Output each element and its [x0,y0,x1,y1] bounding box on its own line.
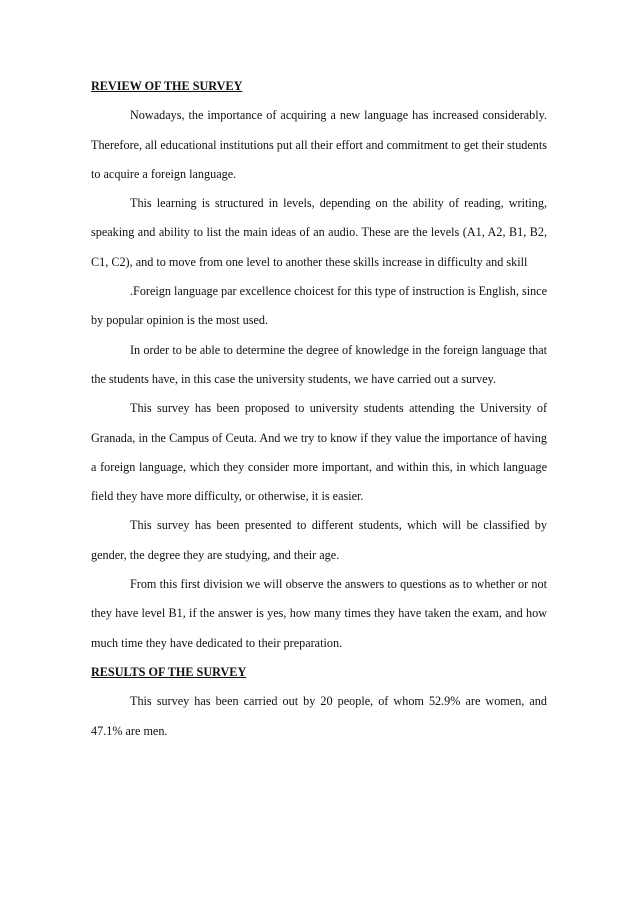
paragraph: This survey has been presented to different students, which will be classified by gender, the degree they are studying, and their age. [91,518,547,562]
heading-results-of-the-survey: RESULTS OF THE SURVEY [91,664,247,679]
heading-review-of-the-survey: REVIEW OF THE SURVEY [91,79,243,93]
paragraph: This survey has been proposed to university students attending the University of Granada, in the Campus of Ceuta. And we try to know if they value the importance of having a foreign language, which they consider more important, and within this, in which language field they have more difficulty, or otherwise, it is easier. [91,401,547,504]
paragraph: This survey has been carried out by 20 people, of whom 52.9% are women, and 47.1% are men. [91,694,547,738]
paragraph: In order to be able to determine the degree of knowledge in the foreign language that the students have, in this case the university students, we have carried out a survey. [91,342,547,386]
paragraph: This learning is structured in levels, depending on the ability of reading, writing, speaking and ability to list the main ideas of an audio. These are the levels (A1, A2, B1, B2, C1, C2), and to move from one level to another these skills increase in difficulty and skill [91,196,547,269]
paragraph: From this first division we will observe the answers to questions as to whether or not they have level B1, if the answer is yes, how many times they have taken the exam, and how much time they have dedicated to their preparation. [91,577,547,650]
document-body [91,72,547,746]
paragraph: Nowadays, the importance of acquiring a new language has increased considerably. Therefore, all educational institutions put all their effort and commitment to get their students to acquire a foreign language. [91,108,548,181]
paragraph: .Foreign language par excellence choicest for this type of instruction is English, since by popular opinion is the most used. [91,284,547,328]
